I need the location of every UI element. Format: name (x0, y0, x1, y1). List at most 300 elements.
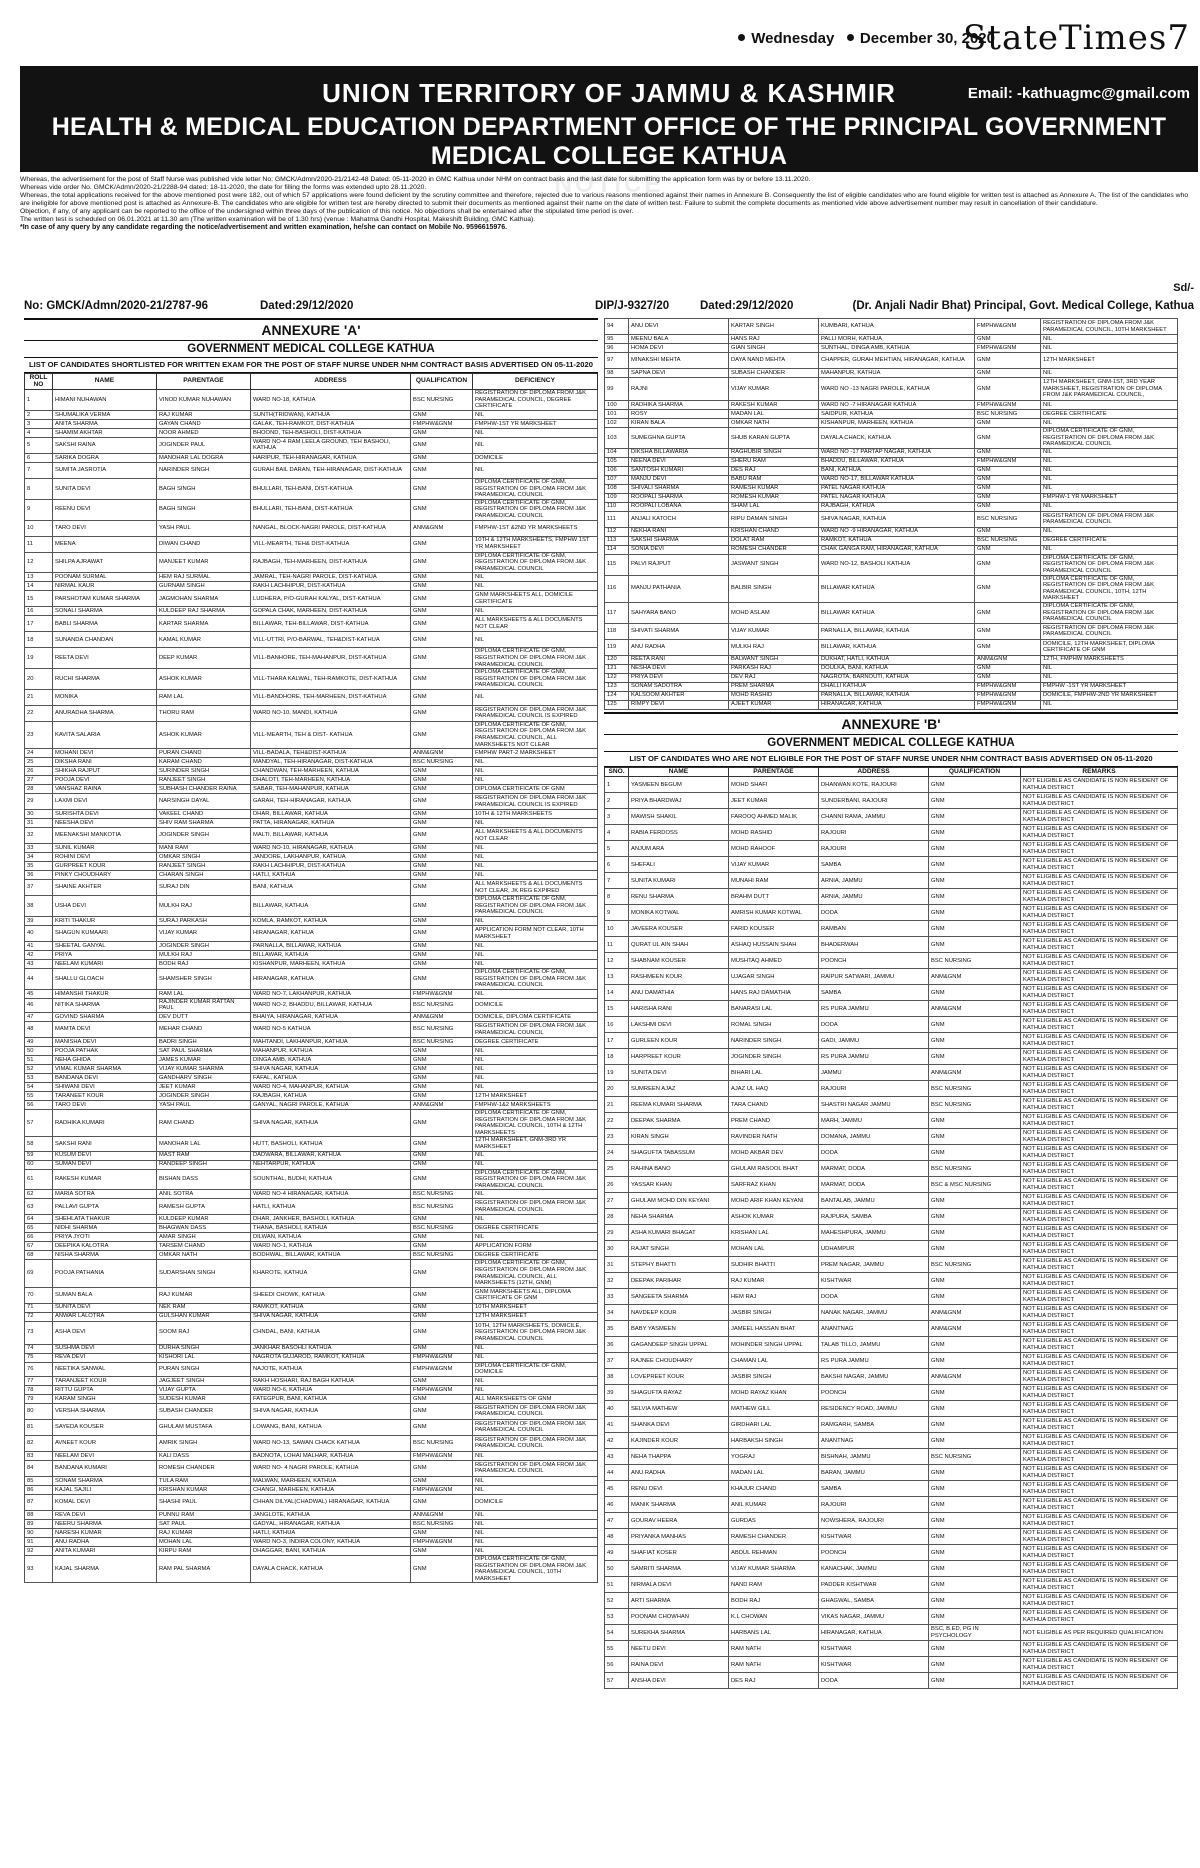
table-cell: 39 (605, 1385, 629, 1401)
table-cell: SHIVATI SHARMA (629, 623, 729, 639)
table-cell: FMPHW&GNM (411, 1485, 473, 1494)
table-cell: 12TH MARKSHEET (1041, 353, 1178, 369)
table-cell: 44 (25, 969, 53, 990)
table-cell: PATEL NAGAR KATHUA (819, 484, 975, 493)
table-cell: MUSHTAQ AHMED (729, 953, 819, 969)
table-cell: NIL (473, 410, 598, 419)
bullet-icon (847, 34, 854, 41)
table-cell: ASHA DEVI (53, 1321, 157, 1344)
table-cell: MAST RAM (157, 1151, 251, 1160)
table-cell: RAJOURI (819, 841, 929, 857)
table-cell: SHANKA DEVI (629, 1417, 729, 1433)
order-date: Dated:29/12/2020 (260, 300, 354, 312)
table-cell: PALVI RAJPUT (629, 554, 729, 575)
table-cell: ANANTNAG (819, 1433, 929, 1449)
table-cell: MARMAT, DODA (819, 1177, 929, 1193)
table-cell: NIL (473, 767, 598, 776)
table-row (25, 1344, 598, 1353)
table-cell: 18 (25, 632, 53, 648)
table-cell: WARD NO-10, HIRANAGAR, KATHUA (251, 844, 411, 853)
table-cell: RUCHI SHARMA (53, 669, 157, 690)
table-cell: BODH RAJ (729, 1593, 819, 1609)
table-row (605, 1449, 1178, 1465)
table-cell: NOT ELIGIBLE AS CANDIDATE IS NON RESIDENT OF KATHUA DISTRICT (1021, 1545, 1178, 1561)
table-cell: GNM (929, 1577, 1021, 1593)
table-cell: UJAGAR SINGH (729, 969, 819, 985)
table-cell: 56 (25, 1101, 53, 1110)
table-cell: ANU RADHA (629, 1465, 729, 1481)
table-cell: NOT ELIGIBLE AS CANDIDATE IS NON RESIDENT OF KATHUA DISTRICT (1021, 1017, 1178, 1033)
table-cell: JASBIR SINGH (729, 1305, 819, 1321)
table-cell: ROSY (629, 410, 729, 419)
table-row (605, 1369, 1178, 1385)
table-cell: OMKAR NATH (729, 419, 819, 428)
table-cell: NIL (473, 689, 598, 705)
table-cell: GNM MARKSHEETS ALL, DIPLOMA CERTIFICATE OF GNM (473, 1287, 598, 1303)
table-cell: MARH, JAMMU (819, 1113, 929, 1129)
table-cell: KULDEEP KUMAR (157, 1215, 251, 1224)
table-row (605, 841, 1178, 857)
table-cell: FMPHW PART-2 MARKSHEET (473, 749, 598, 758)
table-row (25, 951, 598, 960)
table-cell: MANOHAR LAL DOGRA (157, 453, 251, 462)
table-cell: SHILPA AJRAWAT (53, 552, 157, 573)
table-row (605, 937, 1178, 953)
table-cell: SUMREEN AJAZ (629, 1081, 729, 1097)
table-cell: SHAM LAL (729, 502, 819, 511)
table-cell: RAJINDER KUMAR RATTAN PAUL (157, 998, 251, 1012)
table-cell: VILL-MEARTH, TEH& DIST-KATHUA (251, 536, 411, 552)
table-cell: GNM (411, 844, 473, 853)
table-cell: GNM (411, 1494, 473, 1510)
table-cell: 24 (605, 1145, 629, 1161)
table-cell: MOHD RAYAZ KHAN (729, 1385, 819, 1401)
table-cell: NANGAL, BLOCK-NAGRI PAROLE, DIST-KATHUA (251, 520, 411, 536)
table-cell: VIJAY GUPTA (157, 1385, 251, 1394)
table-cell: MANJU PATHANIA (629, 575, 729, 602)
table-cell: KARAM CHAND (157, 758, 251, 767)
table-cell: 26 (605, 1177, 629, 1193)
table-cell: PUNNU RAM (157, 1510, 251, 1519)
table-cell: GNM (929, 1241, 1021, 1257)
table-cell: MOHD RASHID (729, 825, 819, 841)
table-row (605, 1337, 1178, 1353)
table-cell: 17 (605, 1033, 629, 1049)
table-cell: NIL (473, 1485, 598, 1494)
table-cell: WARD NO-13, SAWAN CHACK KATHUA (251, 1435, 411, 1451)
table-cell: GNM (975, 575, 1041, 602)
table-cell: MAHTANDI, LAKHANPUR, KATHUA (251, 1038, 411, 1047)
table-cell: SUMAN DEVI (53, 1160, 157, 1169)
table-cell: VILL-BADALA, TEH&DIST-KATHUA (251, 749, 411, 758)
table-cell: JAVEERA KOUSER (629, 921, 729, 937)
table-row (25, 478, 598, 499)
table-cell: WARD NO -13 NAGRI PAROLE, KATHUA (819, 378, 975, 401)
table-cell: REENU DEVI (53, 499, 157, 520)
table-cell: GURPREET KOUR (53, 862, 157, 871)
table-cell: KARTAR SHARMA (157, 616, 251, 632)
table-cell: MOHINDER SINGH UPPAL (729, 1337, 819, 1353)
table-cell: 4 (25, 428, 53, 437)
table-cell: DAYALA CHACK, KATHUA (251, 1555, 411, 1582)
table-cell: POONAM SURMAL (53, 573, 157, 582)
table-cell: 54 (25, 1083, 53, 1092)
table-cell: UDHAMPUR (819, 1241, 929, 1257)
table-cell: NARESH KUMAR (53, 1528, 157, 1537)
table-cell: GNM (929, 1337, 1021, 1353)
table-cell: GNM (411, 536, 473, 552)
table-cell: NEELAM KUMARI (53, 960, 157, 969)
table-cell: RAMBAN (819, 921, 929, 937)
table-cell: KISHTWAR (819, 1273, 929, 1289)
table-cell: HATLI, KATHUA (251, 1199, 411, 1215)
table-cell: HIRANAGAR, KATHUA (251, 969, 411, 990)
table-row (605, 475, 1178, 484)
table-cell: NOT ELIGIBLE AS CANDIDATE IS NON RESIDENT OF KATHUA DISTRICT (1021, 1577, 1178, 1593)
table-cell: DHAGGAR, BANI, KATHUA (251, 1546, 411, 1555)
table-row (25, 819, 598, 828)
table-row (25, 810, 598, 819)
table-cell: GURNAM SINGH (157, 582, 251, 591)
table-cell: 1 (605, 777, 629, 793)
table-row (25, 917, 598, 926)
table-cell: GNM (411, 785, 473, 794)
table-cell: NIL (473, 960, 598, 969)
table-cell: NOT ELIGIBLE AS CANDIDATE IS NON RESIDENT OF KATHUA DISTRICT (1021, 1081, 1178, 1097)
table-row (605, 1673, 1178, 1689)
table-cell: MONIKA (53, 689, 157, 705)
table-cell: GNM (929, 985, 1021, 1001)
annexure-a-description: LIST OF CANDIDATES SHORTLISTED FOR WRITTEN EXAM FOR THE POST OF STAFF NURSE UNDER NHM CONTRACT BASIS ADVERTISED ON 05-11-2020 (24, 358, 598, 373)
table-cell: NOT ELIGIBLE AS CANDIDATE IS NON RESIDENT OF KATHUA DISTRICT (1021, 953, 1178, 969)
table-row (605, 484, 1178, 493)
table-cell: REGISTRATION OF DIPLOMA FROM J&K PARAMEDICAL COUNCIL (1041, 623, 1178, 639)
table-cell: NIL (473, 1190, 598, 1199)
column-header: SNO. (605, 767, 629, 777)
table-cell: BABY YASMEEN (629, 1321, 729, 1337)
table-row (25, 1242, 598, 1251)
table-cell: SHAGUFTA RAYAZ (629, 1385, 729, 1401)
table-cell: NIL (473, 1537, 598, 1546)
table-cell: HARBANS LAL (729, 1625, 819, 1641)
table-cell: JOGINDER PAUL (157, 437, 251, 453)
table-cell: 37 (25, 880, 53, 896)
table-cell: KAJINDER KOUR (629, 1433, 729, 1449)
table-cell: SOOM RAJ (157, 1321, 251, 1344)
table-cell: SUMITA JASROTIA (53, 462, 157, 478)
table-cell: MAHANPUR, KATHUA (251, 1047, 411, 1056)
table-cell: RANJEET SINGH (157, 776, 251, 785)
table-cell: NIL (473, 1151, 598, 1160)
table-cell: 64 (25, 1215, 53, 1224)
table-cell: NOT ELIGIBLE AS CANDIDATE IS NON RESIDENT OF KATHUA DISTRICT (1021, 1033, 1178, 1049)
table-row (605, 1161, 1178, 1177)
table-cell: DUKHAT, HATLI, KATHUA (819, 655, 975, 664)
table-cell: NOT ELIGIBLE AS CANDIDATE IS NON RESIDENT OF KATHUA DISTRICT (1021, 1177, 1178, 1193)
table-row (605, 502, 1178, 511)
table-cell: 108 (605, 484, 629, 493)
table-cell: THORU RAM (157, 705, 251, 721)
table-cell: ANU DEVI (629, 319, 729, 335)
table-cell: POOJA PATHAK (53, 1047, 157, 1056)
table-cell: ROMESH KUMAR (729, 493, 819, 502)
table-cell: PREM NAGAR, JAMMU (819, 1257, 929, 1273)
table-cell: NIL (1041, 664, 1178, 673)
table-cell: 73 (25, 1321, 53, 1344)
table-cell: NOT ELIGIBLE AS CANDIDATE IS NON RESIDENT OF KATHUA DISTRICT (1021, 1641, 1178, 1657)
table-cell: KAJAL SAJILI (53, 1485, 157, 1494)
table-cell: 20 (605, 1081, 629, 1097)
table-cell: FMPHW -1ST YR MARKSHEET (1041, 682, 1178, 691)
table-cell: SHERU RAM (729, 457, 819, 466)
table-cell: GANYAL, NAGRI PAROLE, KATHUA (251, 1101, 411, 1110)
table-cell: 42 (605, 1433, 629, 1449)
table-cell: 115 (605, 554, 629, 575)
table-cell: 53 (25, 1074, 53, 1083)
table-cell: NOT ELIGIBLE AS CANDIDATE IS NON RESIDENT OF KATHUA DISTRICT (1021, 841, 1178, 857)
table-cell: GNM (975, 419, 1041, 428)
table-cell: MEENA (53, 536, 157, 552)
table-cell: KOMLA, RAMKOT, KATHUA (251, 917, 411, 926)
table-cell: YASMEEN BEGUM (629, 777, 729, 793)
table-cell: FMPHW-1 YR MARKSHEET (1041, 493, 1178, 502)
table-cell: DOMICILE (473, 1494, 598, 1510)
table-cell: DIPLOMA CERTIFICATE OF GNM (473, 785, 598, 794)
table-row (605, 921, 1178, 937)
table-row (25, 767, 598, 776)
table-cell: GNM (411, 819, 473, 828)
table-row (605, 527, 1178, 536)
table-cell: KARAM SINGH (53, 1394, 157, 1403)
table-cell: 116 (605, 575, 629, 602)
table-cell: 104 (605, 448, 629, 457)
table-cell: GNM (929, 1497, 1021, 1513)
table-cell: AMRIK SINGH (157, 1435, 251, 1451)
table-cell: SHAMIM AKHTAR (53, 428, 157, 437)
table-cell: RAJAT SINGH (629, 1241, 729, 1257)
table-cell: SUNTHAL, DINGA AMB, KATHUA (819, 344, 975, 353)
table-cell: KUSUM DEVI (53, 1151, 157, 1160)
table-cell: KAJAL SHARMA (53, 1555, 157, 1582)
table-cell: RIMPY DEVI (629, 700, 729, 709)
table-cell: NARINDER SINGH (157, 462, 251, 478)
table-cell: GNM (411, 1555, 473, 1582)
table-cell: 52 (605, 1593, 629, 1609)
table-cell: 107 (605, 475, 629, 484)
table-cell: BANDANA KUMARI (53, 1460, 157, 1476)
table-cell: 51 (605, 1577, 629, 1593)
table-cell: SUREKHA SHARMA (629, 1625, 729, 1641)
table-cell: DEGREE CERTIFICATE (473, 1224, 598, 1233)
table-row (25, 1083, 598, 1092)
table-cell: GNM (411, 896, 473, 917)
table-cell: NIL (473, 776, 598, 785)
table-cell: BHOOND, TEH-BASHOLI, DIST-KATHUA (251, 428, 411, 437)
table-cell: 8 (25, 478, 53, 499)
table-cell: 46 (25, 998, 53, 1012)
table-cell: GNM (929, 793, 1021, 809)
table-cell: ASHOK KUMAR (157, 669, 251, 690)
table-cell: GHAGWAL, SAMBA (819, 1593, 929, 1609)
table-cell: FMPHW&GNM (411, 419, 473, 428)
table-cell: NOT ELIGIBLE AS CANDIDATE IS NON RESIDENT OF KATHUA DISTRICT (1021, 1241, 1178, 1257)
table-cell: 23 (605, 1129, 629, 1145)
table-cell: 12TH MARKSHEET (473, 1092, 598, 1101)
table-cell: NIL (473, 1519, 598, 1528)
table-cell: NOT ELIGIBLE AS CANDIDATE IS NON RESIDENT OF KATHUA DISTRICT (1021, 1113, 1178, 1129)
table-cell: JAGJEET SINGH (157, 1376, 251, 1385)
table-cell: PRIYA (53, 951, 157, 960)
table-cell: BSC NURSING (975, 511, 1041, 527)
table-cell: MOHANI DEVI (53, 749, 157, 758)
table-cell: GNM (975, 554, 1041, 575)
table-cell: NISHA SHARMA (53, 1251, 157, 1260)
table-cell: 88 (25, 1510, 53, 1519)
table-cell: NOT ELIGIBLE AS CANDIDATE IS NON RESIDENT OF KATHUA DISTRICT (1021, 1449, 1178, 1465)
table-cell: DODA (819, 905, 929, 921)
table-cell: SHASTRI NAGAR JAMMU (819, 1097, 929, 1113)
table-cell: WARD NO-5 KATHUA (251, 1022, 411, 1038)
table-cell: RAM LAL (157, 689, 251, 705)
table-cell: GNM (929, 1417, 1021, 1433)
table-cell: RAKESH KUMAR (729, 401, 819, 410)
table-cell: NIL (473, 1065, 598, 1074)
table-cell: GNM (411, 669, 473, 690)
table-cell: GNM (411, 705, 473, 721)
table-cell: SAT PAUL SHARMA (157, 1047, 251, 1056)
table-cell: GNM (411, 582, 473, 591)
table-row (605, 369, 1178, 378)
table-cell: 9 (605, 905, 629, 921)
table-cell: LOVEPREET KOUR (629, 1369, 729, 1385)
table-cell: MARMAT, DODA (819, 1161, 929, 1177)
table-row (25, 1312, 598, 1321)
table-row (25, 1394, 598, 1403)
table-cell: MULKH RAJ (157, 896, 251, 917)
table-cell: RENU DEVI (629, 1481, 729, 1497)
table-cell: REETA DEVI (53, 648, 157, 669)
table-cell: GNM (411, 478, 473, 499)
table-cell: BHADERWAH (819, 937, 929, 953)
table-cell: NOT ELIGIBLE AS CANDIDATE IS NON RESIDENT OF KATHUA DISTRICT (1021, 937, 1178, 953)
table-row (605, 889, 1178, 905)
table-cell: PURAN CHAND (157, 749, 251, 758)
table-cell: BSC NURSING (975, 536, 1041, 545)
table-cell: BILLAWAR KATHUA (819, 575, 975, 602)
annexure-a-continued-table (604, 318, 1178, 710)
table-cell: YASH PAUL (157, 520, 251, 536)
table-cell: FMPHW&GNM (975, 691, 1041, 700)
intro-paragraph: Whereas, the total applications received for the above mentioned post were 182, out of which 57 applications were found deficient by the scrutiny committee and therefore, rejected due to various reasons mentioned against their names in Annexure B. Consequently the list of eligible candidates who are found eligible for written test is attached as Annexure A. The list of the candidates who are ineligible for above mentioned post is attached as Annexure-B. The candidates who are eligible for written test are hereby directed to submit their documents as mentioned against their name on the date of written test. Failure to submit the complete documents as mentioned vide above advertisement number may result in cancellation of their candidature. (20, 192, 1189, 207)
table-cell: ANU RADHA (629, 639, 729, 655)
table-row (25, 1362, 598, 1376)
table-cell: 87 (25, 1494, 53, 1510)
table-cell: BADRI SINGH (157, 1038, 251, 1047)
table-row (605, 1065, 1178, 1081)
table-cell: RAMGARH, SAMBA (819, 1417, 929, 1433)
table-cell: 50 (25, 1047, 53, 1056)
table-cell: GNM (929, 777, 1021, 793)
table-cell: 71 (25, 1303, 53, 1312)
table-cell: SURAJ DIN (157, 880, 251, 896)
table-cell: 66 (25, 1233, 53, 1242)
table-cell: POONCH (819, 1385, 929, 1401)
table-cell: 92 (25, 1546, 53, 1555)
table-cell: SONAM SADOTRA (629, 682, 729, 691)
table-row (605, 1225, 1178, 1241)
table-cell: MUNAHI RAM (729, 873, 819, 889)
table-cell: GNM (929, 1593, 1021, 1609)
table-cell: BHULLARI, TEH-BANI, DIST-KATHUA (251, 478, 411, 499)
table-cell: MANI RAM (157, 844, 251, 853)
table-cell: PARNALLA, BILLAWAR, KATHUA (819, 623, 975, 639)
table-cell: AMAR SINGH (157, 1233, 251, 1242)
table-cell: 25 (25, 758, 53, 767)
table-cell: JOGINDER SINGH (157, 942, 251, 951)
table-cell: GNM (929, 1401, 1021, 1417)
table-cell: KALSOOM AKHTER (629, 691, 729, 700)
table-cell: PURAN SINGH (157, 1362, 251, 1376)
table-cell: SAYEDA KOUSER (53, 1419, 157, 1435)
table-cell: BHAIYA, HIRANAGAR, KATHUA (251, 1013, 411, 1022)
table-cell: GIRDHARI LAL (729, 1417, 819, 1433)
table-row (605, 1385, 1178, 1401)
table-cell: NIL (473, 862, 598, 871)
table-cell: GNM (411, 1460, 473, 1476)
table-cell: NEELAM DEVI (53, 1451, 157, 1460)
table-row (605, 985, 1178, 1001)
table-cell: NIL (1041, 475, 1178, 484)
table-row (25, 998, 598, 1012)
table-cell: RAKH LACHHIPUR, DIST-KATHUA (251, 582, 411, 591)
table-cell: GNM (411, 828, 473, 844)
table-cell: ANWAR LALOTRA (53, 1312, 157, 1321)
table-cell: DEGREE CERTIFICATE (1041, 410, 1178, 419)
table-row (605, 428, 1178, 449)
table-row (605, 511, 1178, 527)
table-cell: VIJAY KUMAR (729, 378, 819, 401)
table-row (605, 1321, 1178, 1337)
table-row (25, 794, 598, 810)
table-cell: SHIVA NAGAR, KATHUA (251, 1403, 411, 1419)
table-row (605, 466, 1178, 475)
table-cell: RAJBAGH, KATHUA (819, 502, 975, 511)
table-cell: NIL (1041, 466, 1178, 475)
table-cell: NIL (473, 1233, 598, 1242)
table-cell: VANSHAZ RAINA (53, 785, 157, 794)
table-cell: MOHD ARIF KHAN KEYANI (729, 1193, 819, 1209)
newspaper-header (0, 0, 1200, 64)
table-cell: GNM (411, 1083, 473, 1092)
table-cell: HEM RAJ (729, 1289, 819, 1305)
table-cell: SHIV RAM SHARMA (157, 819, 251, 828)
table-cell: SUBASH CHANDER (729, 369, 819, 378)
table-cell: USHA DEVI (53, 896, 157, 917)
table-row (25, 1038, 598, 1047)
table-cell: NOT ELIGIBLE AS CANDIDATE IS NON RESIDENT OF KATHUA DISTRICT (1021, 1593, 1178, 1609)
table-row (605, 554, 1178, 575)
table-cell: GNM (929, 873, 1021, 889)
table-row (605, 1081, 1178, 1097)
table-cell: MOHD AKBAR DEV (729, 1145, 819, 1161)
table-cell: RAM LAL (157, 989, 251, 998)
table-cell: 74 (25, 1344, 53, 1353)
table-cell: 31 (605, 1257, 629, 1273)
table-cell: 36 (605, 1337, 629, 1353)
table-cell: GNM (411, 689, 473, 705)
table-row (25, 520, 598, 536)
table-cell: DIPLOMA CERTIFICATE OF GNM, REGISTRATION OF DIPLOMA FROM J&K PARAMEDICAL COUNCIL (473, 478, 598, 499)
